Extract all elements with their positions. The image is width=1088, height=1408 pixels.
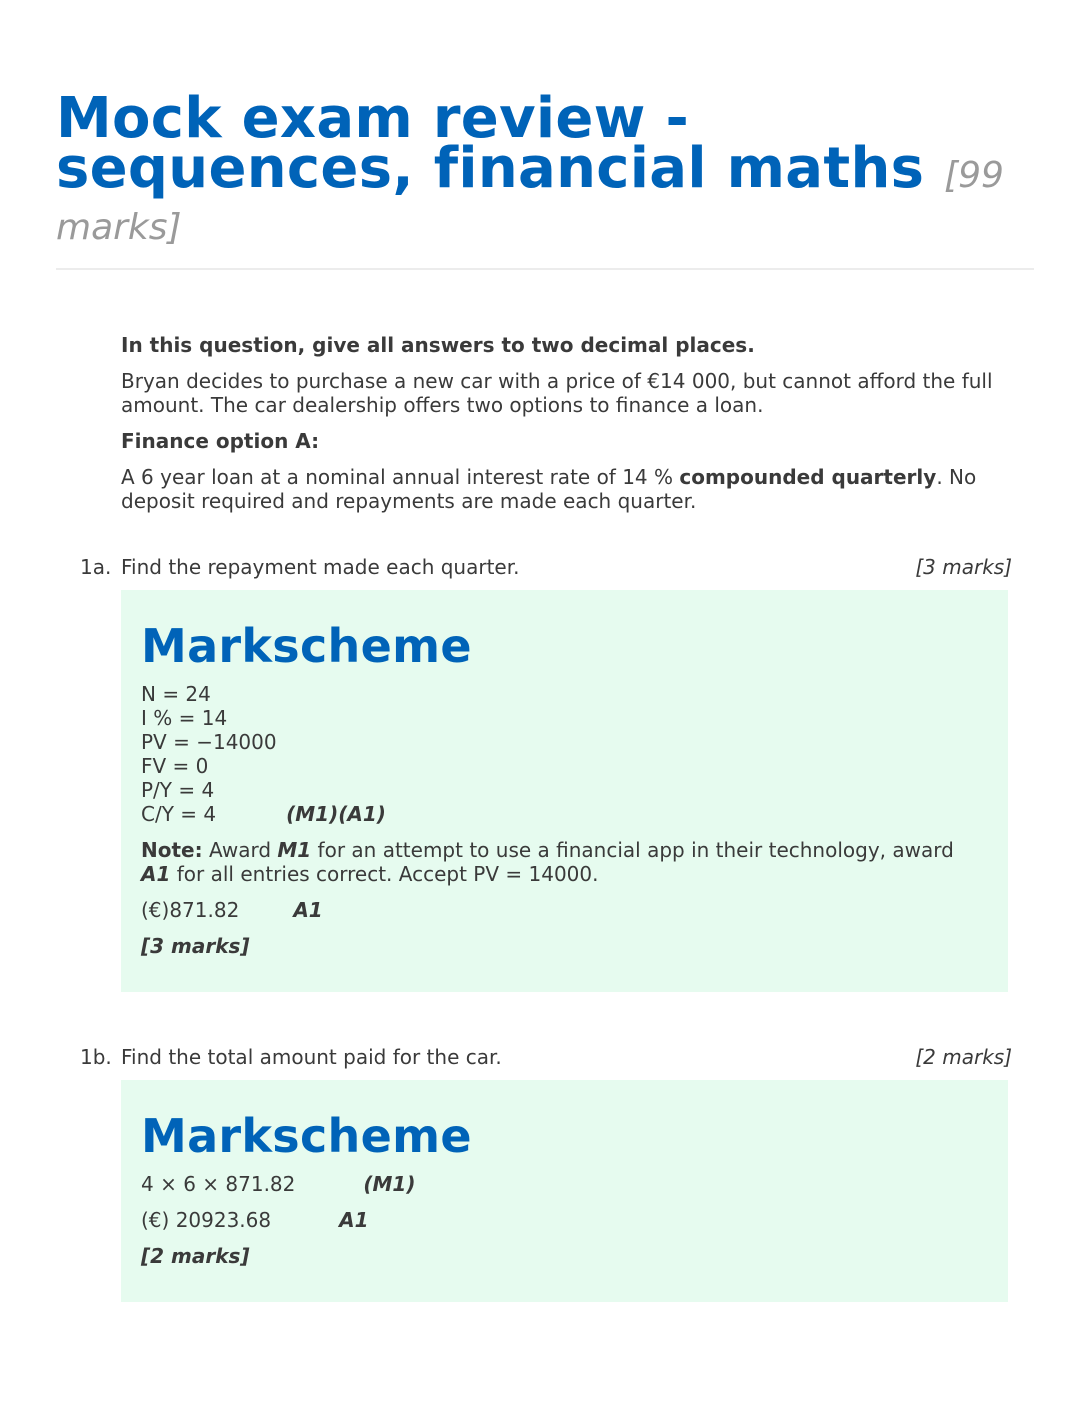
note-label: Note: [141,838,203,862]
total-marks-part1: [99 [944,155,1004,196]
working-value: 4 × 6 × 871.82 [141,1172,296,1196]
page-title [56,86,1036,201]
markscheme-working [141,1172,988,1196]
answer-value: (€) 20923.68 [141,1208,272,1232]
award-code: A1 [141,862,171,886]
markscheme-note [141,838,988,886]
markscheme-title: Markscheme [141,619,472,673]
option-heading: Finance option A: [121,429,320,453]
markscheme-total: [2 marks] [141,1244,250,1268]
total-marks-part2: marks] [56,207,182,248]
option-text [121,465,1011,513]
option-text-emphasis: compounded quarterly [679,465,937,489]
title-divider [56,268,1034,270]
question-marks: [2 marks] [915,1045,1012,1069]
markscheme-answer [141,898,988,922]
markscheme-1a [121,590,1008,992]
question-1a [80,554,1012,580]
award-code: A1 [339,1208,369,1232]
question-number: 1a. [80,555,112,579]
calculator-entries [141,682,988,826]
award-code: M1 [277,838,312,862]
entry-line: C/Y = 4 [141,802,217,826]
award-code: (M1) [363,1172,416,1196]
markscheme-answer [141,1208,988,1232]
award-code: A1 [293,898,323,922]
entry-line: I % = 14 [141,706,228,730]
question-1b [80,1044,1012,1070]
question-intro [121,333,1011,525]
markscheme-1b [121,1080,1008,1302]
entry-line: N = 24 [141,682,211,706]
instruction-text: In this question, give all answers to two decimal places. [121,333,755,357]
entry-line: FV = 0 [141,754,209,778]
entry-line: P/Y = 4 [141,778,215,802]
markscheme-title: Markscheme [141,1109,472,1163]
scenario-text: Bryan decides to purchase a new car with a price of €14 000, but cannot afford the full amount. The car dealership offers two options to finance a loan. [121,369,993,417]
note-text: Award [202,838,278,862]
award-code: (M1)(A1) [286,802,386,826]
note-text: for an attempt to use a financial app in their technology, award [311,838,954,862]
option-text-end: . No deposit required and repayments are made each quarter. [121,465,977,513]
page-title-text: Mock exam review - sequences, financial maths [56,86,925,201]
question-text: Find the total amount paid for the car. [121,1045,502,1069]
markscheme-total: [3 marks] [141,934,250,958]
question-marks: [3 marks] [915,555,1012,579]
entry-line: PV = −14000 [141,730,277,754]
question-number: 1b. [80,1045,112,1069]
answer-value: (€)871.82 [141,898,240,922]
note-text: for all entries correct. Accept PV = 14000. [170,862,599,886]
entry-line-with-award [141,802,988,826]
option-text-start: A 6 year loan at a nominal annual interest rate of 14 % [121,465,680,489]
question-text: Find the repayment made each quarter. [121,555,520,579]
